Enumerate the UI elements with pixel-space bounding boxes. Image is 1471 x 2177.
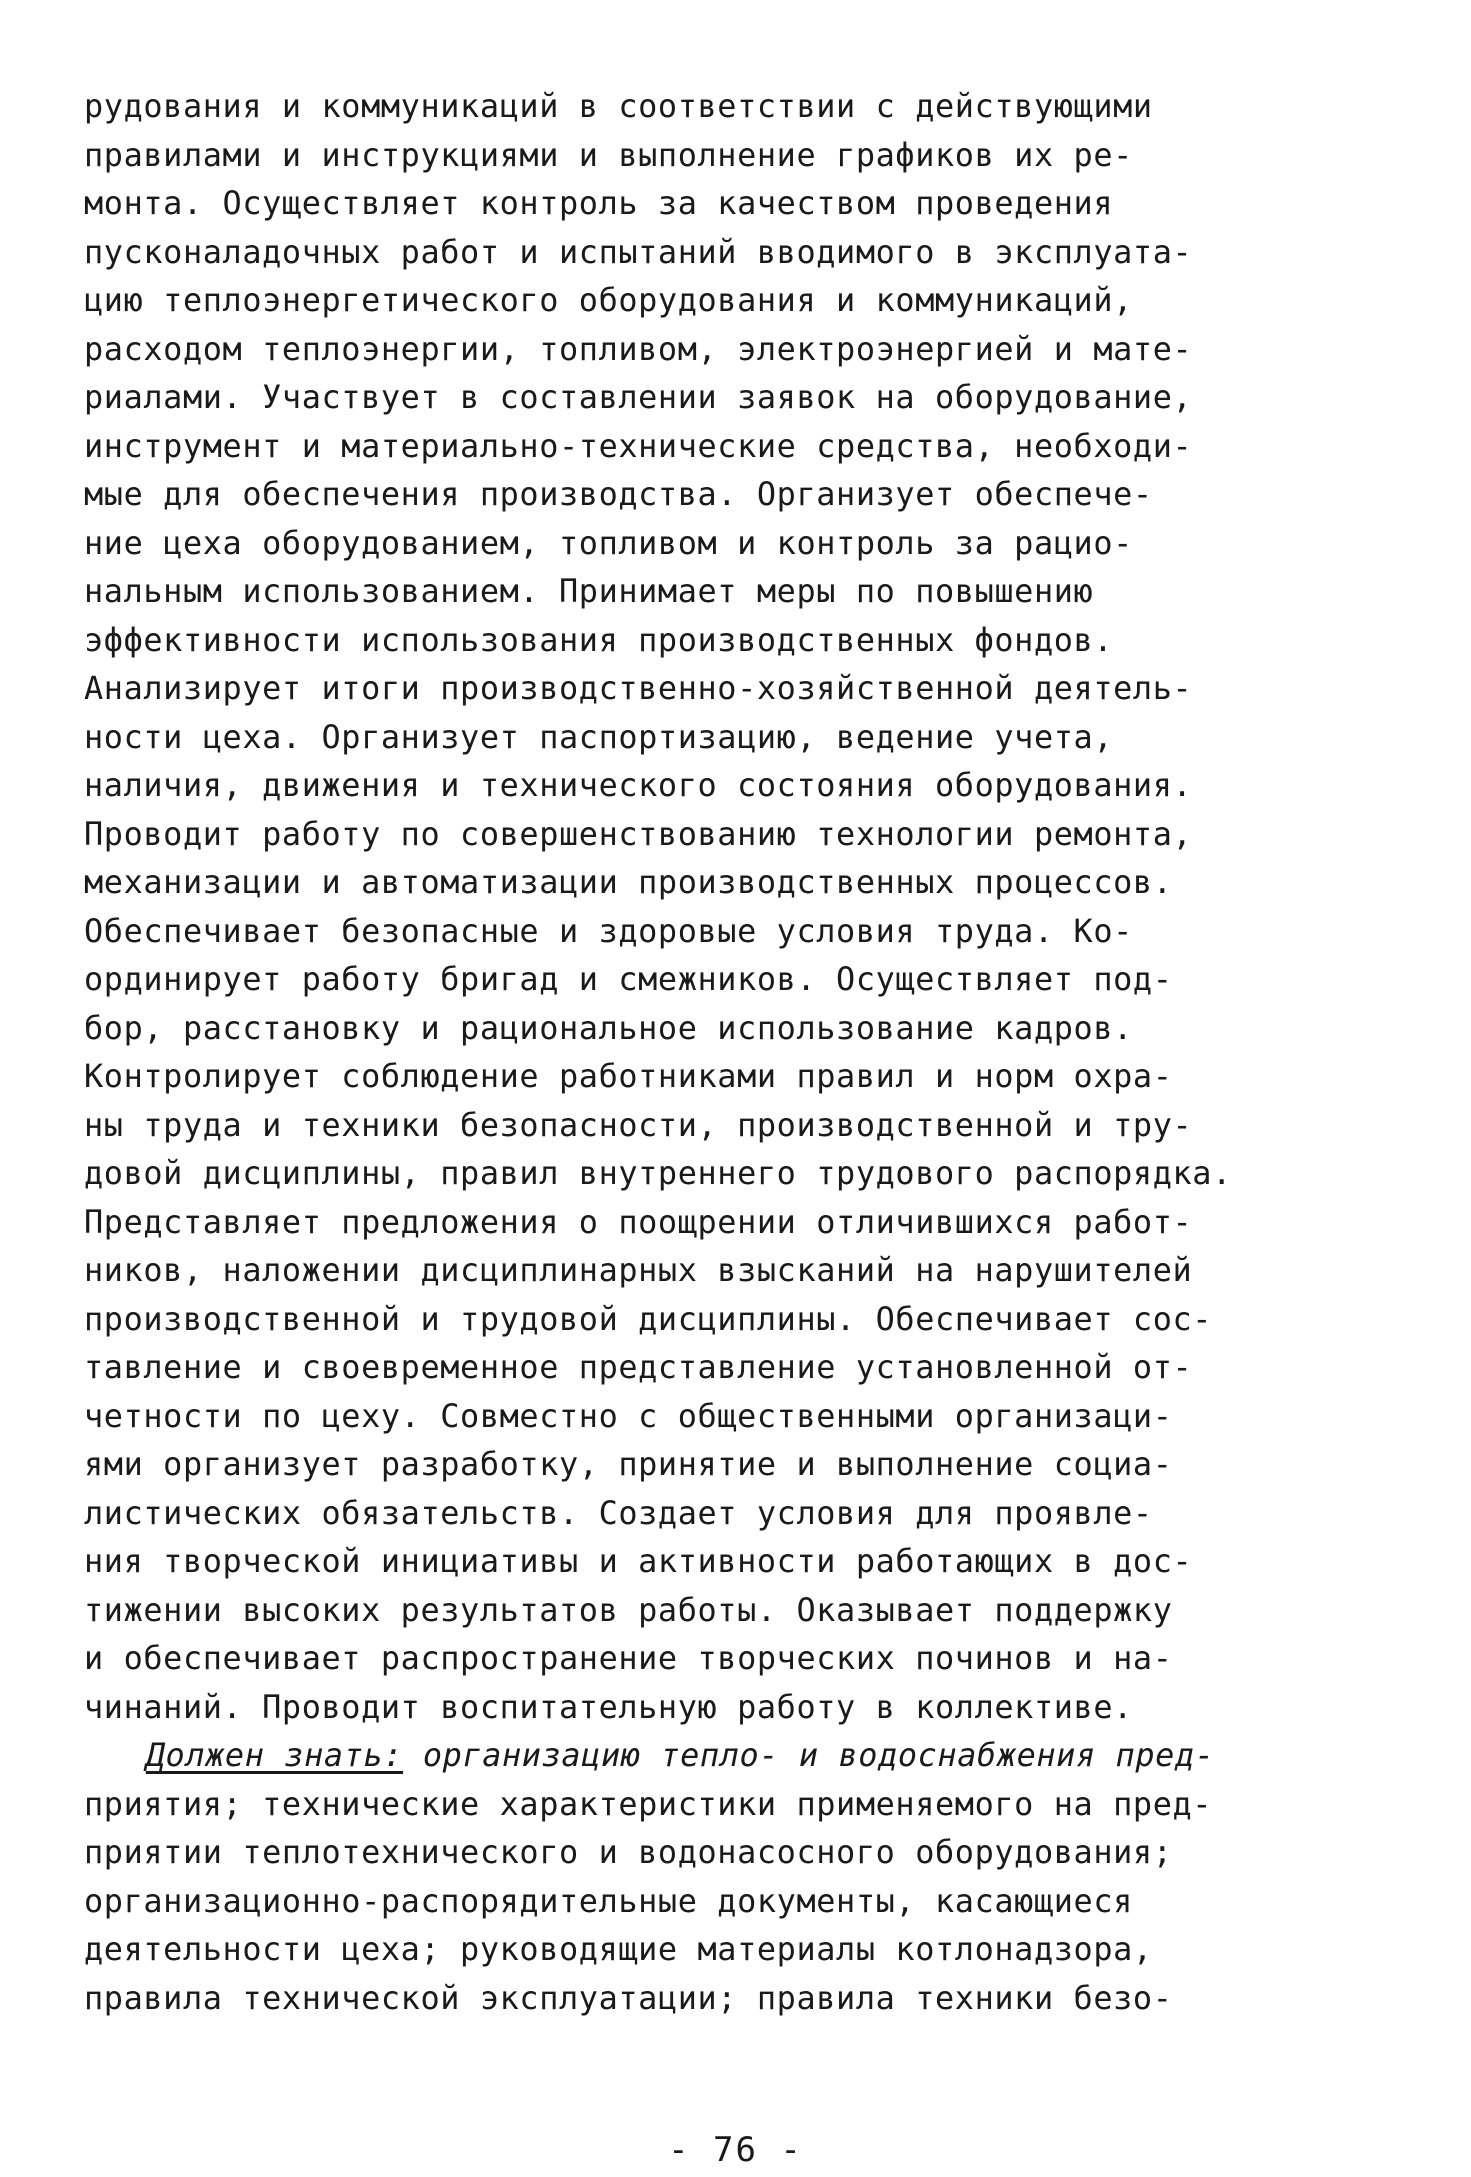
text-line: ния творческой инициативы и активности работающих в дос- — [84, 1542, 1193, 1580]
text-line: ности цеха. Организует паспортизацию, ведение учета, — [84, 717, 1114, 756]
text-line: эффективности использования производственных фондов. — [84, 620, 1114, 659]
text-line: пусконаладочных работ и испытаний вводимого в эксплуата- — [84, 232, 1193, 271]
text-line: чинаний. Проводит воспитательную работу в коллективе. — [84, 1687, 1133, 1726]
text-line: ями организует разработку, принятие и выполнение социа- — [84, 1445, 1173, 1483]
text-line: ординирует работу бригад и смежников. Осуществляет под- — [84, 960, 1173, 998]
text-line: листических обязательств. Создает условия для проявле- — [84, 1493, 1153, 1532]
text-line: Проводит работу по совершенствованию технологии ремонта, — [84, 814, 1193, 853]
know-first-line-text: организацию тепло- и водоснабжения пред- — [403, 1736, 1215, 1774]
know-label: Должен знать: — [145, 1736, 404, 1774]
text-line: четности по цеху. Совместно с общественными организаци- — [84, 1396, 1173, 1435]
text-line: Анализирует итоги производственно-хозяйственной деятель- — [84, 669, 1193, 707]
text-line: правилами и инструкциями и выполнение графиков их ре- — [84, 135, 1133, 174]
text-line: и обеспечивает распространение творческих починов и на- — [84, 1639, 1173, 1677]
text-line: приятии теплотехнического и водонасосного оборудования; — [84, 1833, 1173, 1871]
text-line: организационно-распорядительные документы, касающиеся — [84, 1881, 1133, 1920]
know-section-first-line — [84, 1731, 1409, 1780]
text-line: правила технической эксплуатации; правила техники безо- — [84, 1978, 1173, 2017]
text-line: тижении высоких результатов работы. Оказывает поддержку — [84, 1590, 1173, 1629]
text-line: тавление и своевременное представление установленной от- — [84, 1348, 1193, 1386]
text-line: производственной и трудовой дисциплины. Обеспечивает сос- — [84, 1299, 1213, 1338]
text-line: наличия, движения и технического состояния оборудования. — [84, 766, 1193, 804]
text-line: нальным использованием. Принимает меры по повышению — [84, 572, 1094, 610]
text-line: риалами. Участвует в составлении заявок на оборудование, — [84, 378, 1193, 416]
text-line: деятельности цеха; руководящие материалы котлонадзора, — [84, 1930, 1153, 1968]
text-line: Представляет предложения о поощрении отличившихся работ- — [84, 1202, 1193, 1241]
text-line: цию теплоэнергетического оборудования и коммуникаций, — [84, 281, 1133, 319]
text-line: ников, наложении дисциплинарных взысканий на нарушителей — [84, 1251, 1193, 1289]
text-line: бор, расстановку и рациональное использование кадров. — [84, 1008, 1133, 1047]
text-line: ние цеха оборудованием, топливом и контроль за рацио- — [84, 523, 1133, 562]
text-line: Обеспечивает безопасные и здоровые условия труда. Ко- — [84, 911, 1133, 950]
text-line: расходом теплоэнергии, топливом, электроэнергией и мате- — [84, 329, 1193, 368]
text-line: ны труда и техники безопасности, производственной и тру- — [84, 1105, 1193, 1144]
text-line: приятия; технические характеристики применяемого на пред- — [84, 1784, 1213, 1823]
text-line: Контролирует соблюдение работниками правил и норм охра- — [84, 1057, 1173, 1095]
text-line: механизации и автоматизации производственных процессов. — [84, 863, 1173, 901]
body-text — [84, 82, 1414, 2022]
text-line: довой дисциплины, правил внутреннего трудового распорядка. — [84, 1154, 1232, 1192]
text-line: мые для обеспечения производства. Организует обеспече- — [84, 475, 1153, 513]
text-line: инструмент и материально-технические средства, необходи- — [84, 426, 1193, 465]
text-line: рудования и коммуникаций в соответствии с действующими — [84, 87, 1153, 125]
page-number: - 76 - — [668, 2130, 803, 2170]
text-line: монта. Осуществляет контроль за качеством проведения — [84, 184, 1114, 222]
